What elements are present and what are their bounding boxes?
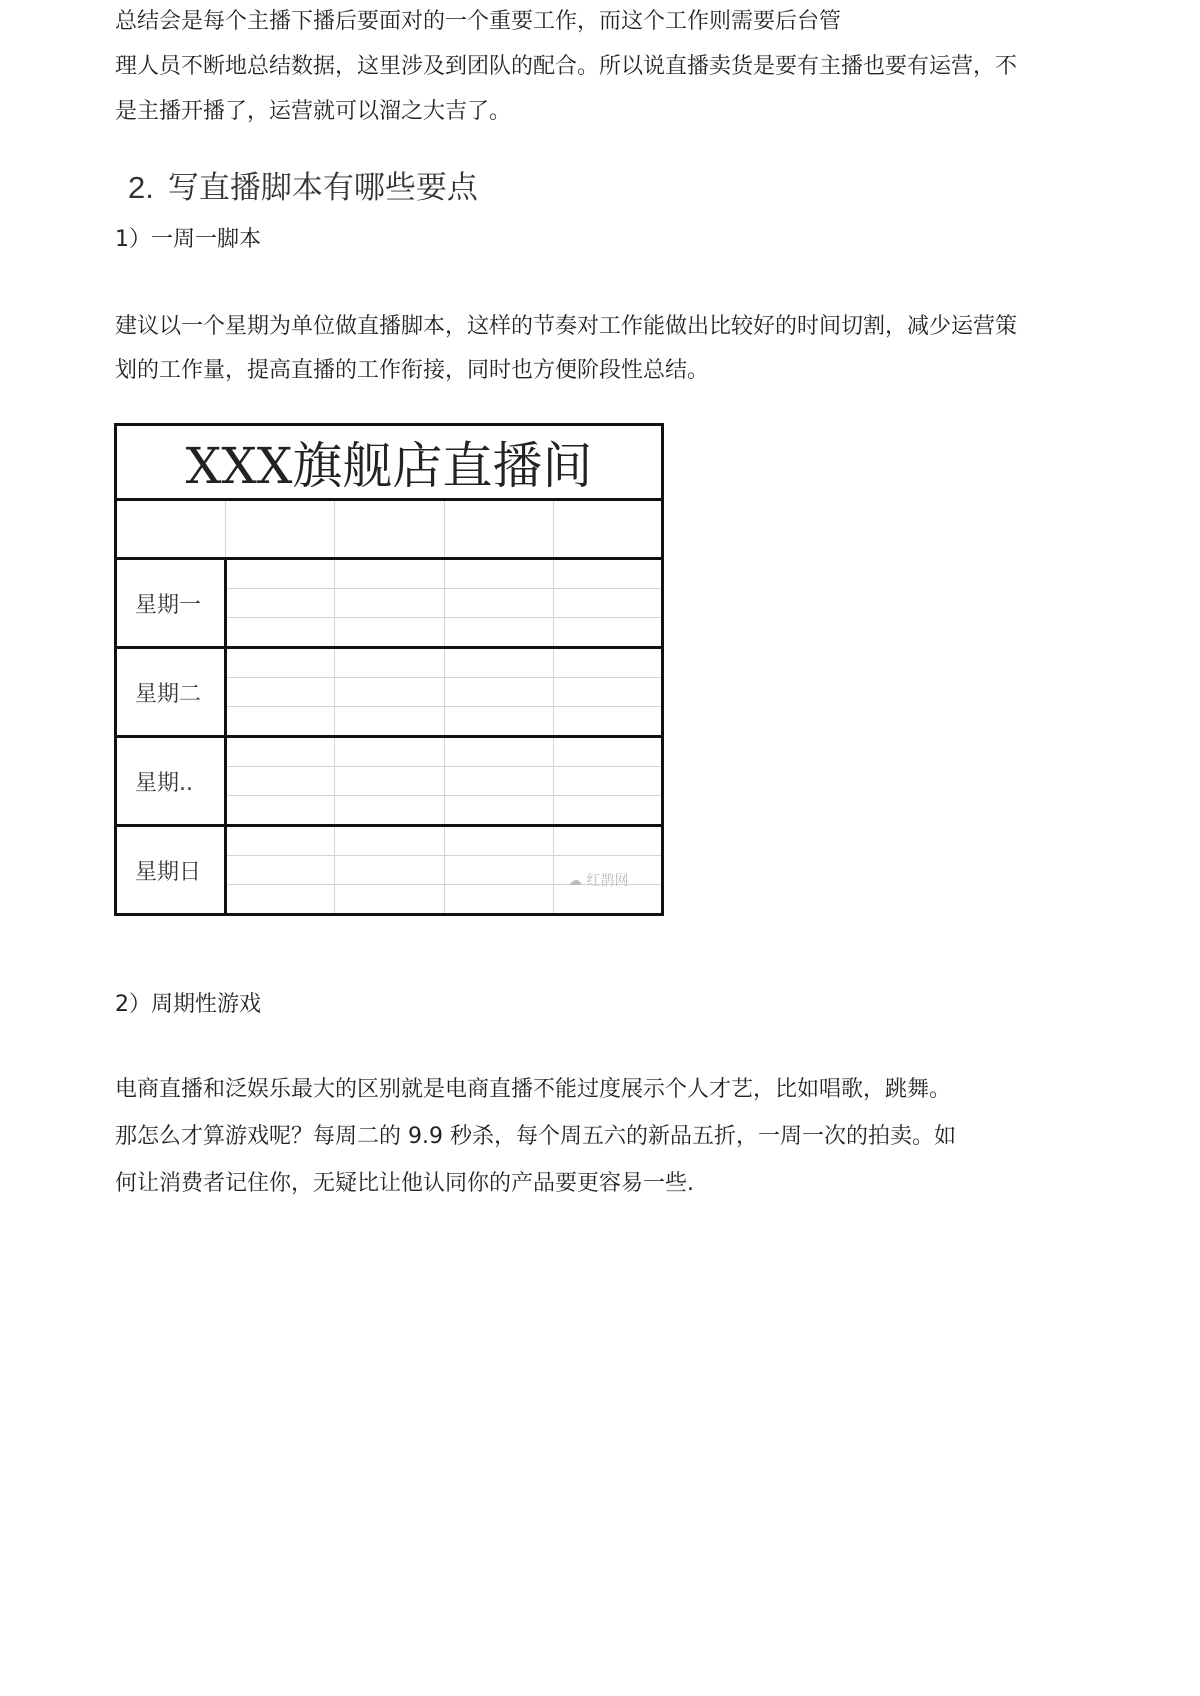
intro-line: 是主播开播了，运营就可以溜之大吉了。 <box>115 99 512 124</box>
section-number: 2. <box>128 170 154 205</box>
paragraph-line: 那怎么才算游戏呢？每周二的 9.9 秒杀，每个周五六的新品五折，一周一次的拍卖。如 <box>115 1124 956 1149</box>
point2-heading: 2）周期性游戏 <box>115 992 261 1017</box>
paragraph-line: 电商直播和泛娱乐最大的区别就是电商直播不能过度展示个人才艺，比如唱歌，跳舞。 <box>115 1077 952 1102</box>
section-title: 写直播脚本有哪些要点 <box>167 170 478 206</box>
day-label: 星期一 <box>116 559 226 648</box>
watermark-icon: ☁ <box>568 873 587 889</box>
day-label: 星期日 <box>116 826 226 915</box>
section-heading <box>128 162 478 207</box>
intro-line: 理人员不断地总结数据，这里涉及到团队的配合。所以说直播卖货是要有主播也要有运营，不 <box>115 54 1018 79</box>
point1-heading: 1）一周一脚本 <box>115 227 261 252</box>
table-header-row <box>116 500 663 559</box>
watermark <box>568 870 628 890</box>
day-label: 星期二 <box>116 648 226 737</box>
intro-line: 总结会是每个主播下播后要面对的一个重要工作，而这个工作则需要后台管 <box>115 9 842 34</box>
schedule-table <box>114 423 664 916</box>
table-title: XXX旗舰店直播间 <box>116 425 663 500</box>
paragraph-line: 划的工作量，提高直播的工作衔接，同时也方便阶段性总结。 <box>115 358 710 383</box>
watermark-text: 红鹊网 <box>586 873 629 889</box>
paragraph-line: 建议以一个星期为单位做直播脚本，这样的节奏对工作能做出比较好的时间切割，减少运营策 <box>115 314 1018 339</box>
paragraph-line: 何让消费者记住你，无疑比让他认同你的产品要更容易一些. <box>115 1171 694 1196</box>
day-label: 星期.. <box>116 737 226 826</box>
